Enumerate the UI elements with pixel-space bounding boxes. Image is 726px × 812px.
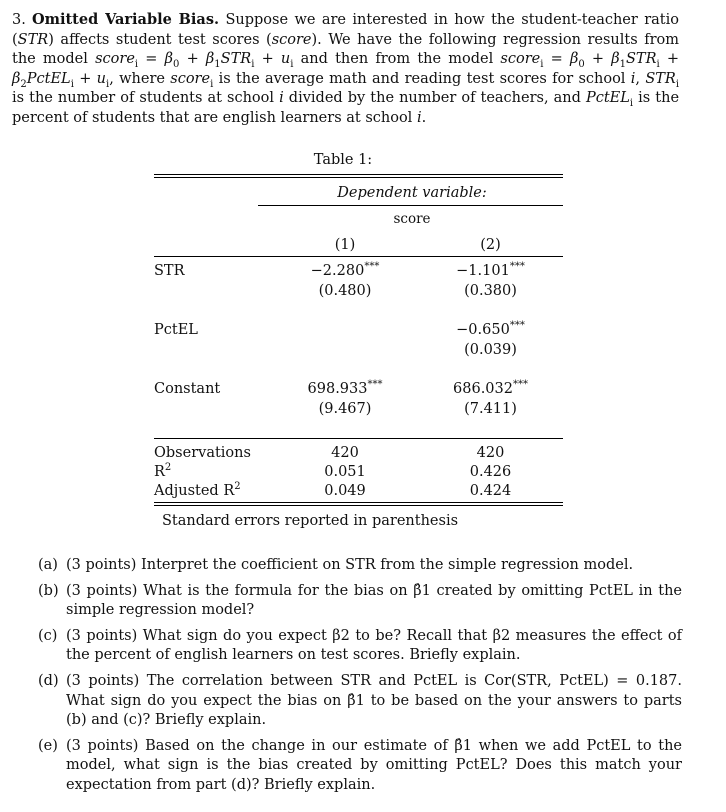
intro-text: students at school (139, 90, 275, 107)
table-bottom-rule (154, 505, 563, 506)
table-top-rule (154, 177, 563, 178)
question-text: (3 points) Based on the change in our estimate of β̂1 when we add PctEL to the model, what sign is the bias created by omitting PctEL? Does this match your expectation from part (d)? Briefly explain. (66, 737, 682, 793)
intro-text: and then from the model (300, 51, 494, 68)
stat-cell: 420 (476, 445, 505, 461)
str-symbol: $STR_i$ (645, 70, 680, 90)
question-text: (3 points) What is the formula for the bias on β̂1 created by omitting PctEL in the simple regression model? (66, 582, 682, 619)
stats-rule (154, 438, 563, 439)
pctel-symbol: PctEL$_i$ (585, 90, 634, 110)
question-label: (d) (38, 672, 59, 689)
row-label-constant: Constant (154, 381, 221, 397)
dependent-variable-header: Dependent variable: (337, 185, 487, 201)
table-top-rule (154, 174, 563, 175)
question-label: (a) (38, 557, 58, 573)
intro-text: , (635, 70, 641, 87)
coef-cell: −2.280*** (310, 261, 380, 279)
stat-cell: 0.051 (324, 464, 366, 480)
row-label-pctel: PctEL (154, 322, 198, 338)
coef-cell: 698.933*** (307, 379, 383, 397)
se-cell: (0.039) (464, 342, 517, 358)
se-cell: (0.380) (464, 283, 517, 299)
problem-statement (12, 10, 679, 129)
intro-text: where (119, 70, 165, 87)
stat-label-observations: Observations (154, 445, 251, 461)
intro-text: that are english learners at school (159, 109, 413, 126)
stat-cell: 0.424 (469, 483, 512, 499)
question-item (38, 627, 682, 666)
question-text: (3 points) What sign do you expect β2 to be? Recall that β2 measures the effect of the percent of english learners on test scores. Briefly explain. (66, 627, 682, 664)
question-item (38, 737, 682, 796)
column-header-1: (1) (334, 237, 356, 253)
intro-text: is the number of (12, 90, 135, 107)
header-rule (258, 205, 563, 206)
table-caption: Table 1: (313, 152, 373, 168)
se-cell: (0.480) (318, 283, 372, 299)
se-cell: (9.467) (318, 401, 372, 417)
row-label-str: STR (154, 263, 185, 279)
coef-cell: 686.032*** (453, 379, 528, 397)
column-header-rule (154, 256, 563, 257)
score-symbol: score$_i$ (170, 70, 214, 90)
se-cell: (7.411) (464, 401, 517, 417)
intro-text: affects student test scores ( (60, 31, 272, 48)
str-symbol: STR (17, 31, 49, 48)
stat-cell: 0.426 (469, 464, 512, 480)
intro-text: Suppose we are interested in how the student-teacher ratio ( (12, 12, 679, 48)
question-text: (3 points) Interpret the coefficient on STR from the simple regression model. (66, 557, 634, 573)
problem-number: 3. (12, 12, 26, 28)
score-symbol: score (271, 31, 312, 48)
stat-cell: 0.049 (324, 483, 366, 499)
column-header-2: (2) (480, 237, 501, 253)
coef-cell: −1.101*** (456, 261, 525, 279)
intro-text: is the average math and reading test scores for school (218, 70, 626, 87)
model-equation-2: score$_i$ = $\beta_0 + \beta_1STR_i$ + $\beta_2PctEL_i + u_i$, (12, 51, 680, 90)
dependent-variable-name: score (393, 211, 431, 227)
stat-label-adjusted-r2: Adjusted $R^2$ (154, 481, 241, 499)
question-list (38, 556, 682, 802)
question-item (38, 582, 682, 621)
intro-text: is the percent of students (12, 90, 680, 126)
problem-title: Omitted Variable Bias. (32, 11, 220, 28)
question-label: (c) (38, 627, 58, 644)
question-label: (e) (38, 737, 58, 754)
intro-text: ) (48, 31, 54, 48)
model-equation-1: score$_i$ = $\beta_0 + \beta_1STR_i + u_i$ (95, 51, 294, 71)
intro-text: ). We have the following regression results from the model (12, 31, 679, 68)
stat-label-r2: $R^2$ (154, 462, 172, 480)
table-bottom-rule (154, 502, 563, 503)
intro-text: divided by the number of teachers, and (288, 90, 581, 107)
coef-cell: −0.650*** (456, 320, 525, 338)
intro-body: affects student test scores (score). We have the following regression results from the model score$_i$ = $\beta_0 + \beta_1STR_i + u_i$ and then from the model score$_i$ = $\beta_0 + \beta_1STR_i$ + $\beta_2PctEL_i + u_i$, where score$_i$ is the average math and reading test scores for school i, $STR_i$ is the number of students at school i divided by the number of teachers, and PctEL$_i$ is the percent of students that are english learners at school i. (12, 31, 680, 126)
question-item (38, 556, 682, 576)
question-text: (3 points) The correlation between STR and PctEL is Cor(STR, PctEL) = 0.187. What sign do you expect the bias on β̂1 to be based on the your answers to parts (b) and (c)? Briefly explain. (66, 672, 682, 729)
question-item (38, 672, 682, 731)
question-label: (b) (38, 582, 59, 599)
stat-cell: 420 (331, 445, 359, 461)
table-note: Standard errors reported in parenthesis (162, 513, 459, 529)
